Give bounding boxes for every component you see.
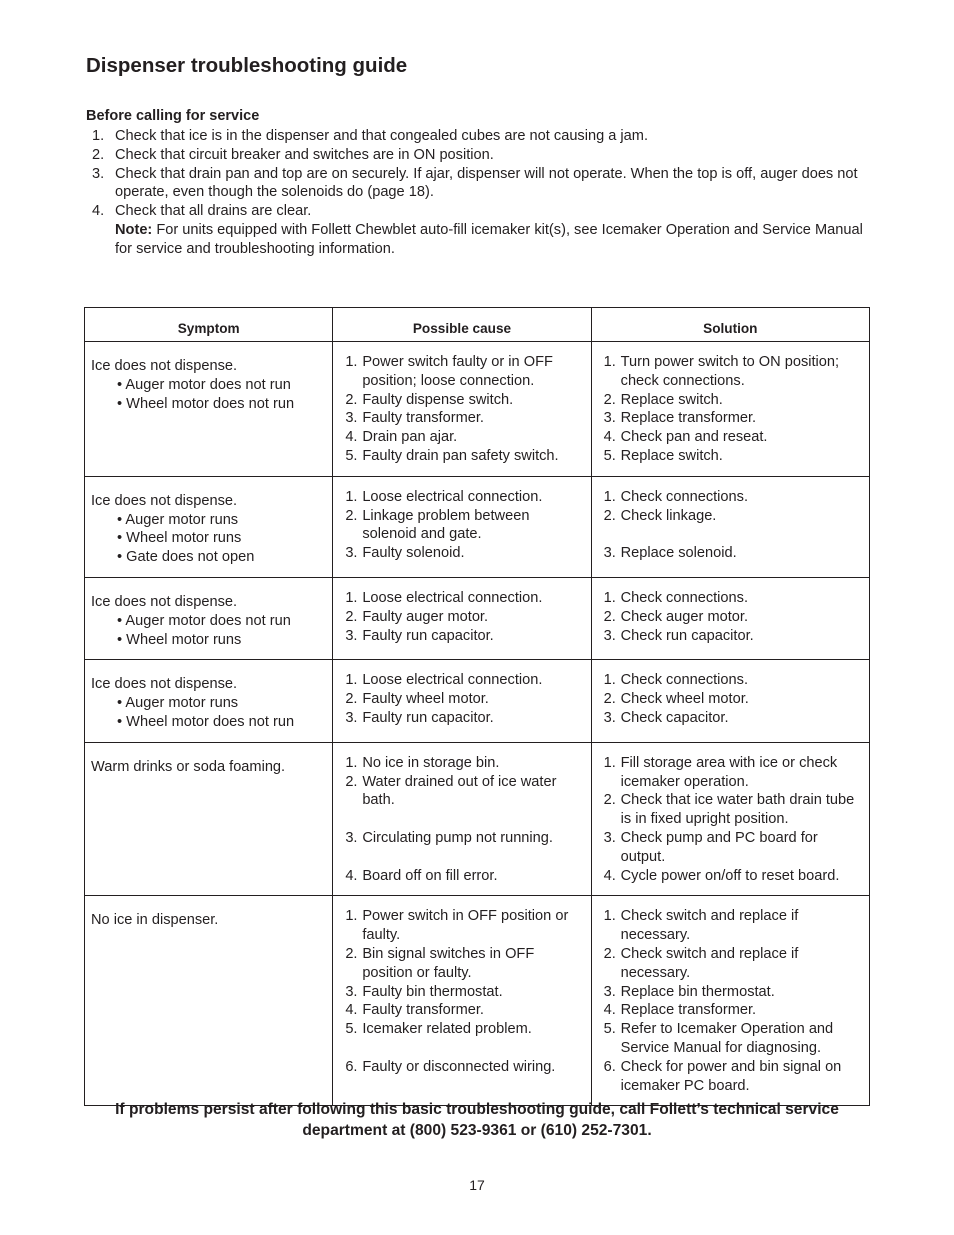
solution-text: Check auger motor. [620,608,748,625]
cause-number: 3. [345,983,358,1000]
cause-number: 1. [345,754,358,771]
cause-text: Linkage problem between solenoid and gate. [362,507,530,543]
cause-text: Icemaker related problem. [362,1021,532,1038]
page-title: Dispenser troubleshooting guide [86,54,408,77]
step-text-content: Check that all drains are clear. [115,203,312,220]
cause-text: Board off on fill error. [362,867,498,884]
solution-cell [591,342,869,477]
solution-cell [591,742,869,896]
solution-header: Solution [591,308,869,342]
cause-spacer [345,810,584,829]
cause-text: Faulty transformer. [362,410,484,427]
solution-item [604,589,863,608]
step-number: 3. [92,165,105,182]
symptom-bullet: • Auger motor does not run [91,376,326,395]
solution-number: 3. [603,983,616,1000]
cause-text: Faulty transformer. [362,1002,484,1019]
solution-item [604,829,863,867]
cause-number: 2. [345,507,358,524]
cause-text: Faulty drain pan safety switch. [362,447,559,464]
cause-number: 3. [345,627,358,644]
step-number: 2. [92,146,105,163]
cause-number: 2. [345,773,358,790]
cause-item [345,507,584,545]
table-row [85,896,870,1106]
symptom-cell [85,577,333,659]
solution-number: 1. [603,488,616,505]
cause-text: Bin signal switches in OFF position or faulty. [362,945,535,981]
symptom-cell [85,660,333,742]
cause-text: Faulty bin thermostat. [362,983,503,1000]
solution-number: 6. [603,1058,616,1075]
solution-number: 2. [603,391,616,408]
table-header-row [85,308,870,342]
cause-number: 5. [345,1021,358,1038]
step-item [92,146,872,165]
cause-number: 3. [345,545,358,562]
cause-spacer [345,848,584,867]
cause-number: 2. [345,691,358,708]
cause-number: 6. [345,1058,358,1075]
solution-text: Check pan and reseat. [620,429,768,446]
solution-text: Check linkage. [620,507,717,524]
cause-text: Loose electrical connection. [362,672,543,689]
solution-text: Check switch and replace if necessary. [620,945,799,981]
solution-text: Check run capacitor. [620,627,754,644]
solution-number: 1. [603,354,616,370]
cause-text: Power switch in OFF position or faulty. [362,908,569,944]
cause-text: Drain pan ajar. [362,429,458,446]
before-service-heading: Before calling for service [86,108,260,124]
cause-item [345,428,584,447]
solution-text: Check wheel motor. [620,691,749,708]
solution-number: 2. [603,507,616,524]
symptom-cell [85,476,333,577]
solution-item [604,447,863,466]
solution-item [604,428,863,447]
step-text-content: Check that ice is in the dispenser and that congealed cubes are not causing a jam. [115,128,648,144]
table-row [85,342,870,477]
cause-number: 1. [345,589,358,606]
solution-item [604,608,863,627]
cause-item [345,671,584,690]
solution-text: Check connections. [620,488,749,505]
solution-item [604,409,863,428]
solution-number: 5. [603,447,616,464]
solution-text: Replace switch. [620,447,723,464]
step-number: 1. [92,128,105,144]
cause-text: Water drained out of ice water bath. [362,773,557,809]
step-text [115,146,872,165]
note-label: Note: [115,221,153,238]
solution-number: 3. [603,627,616,644]
solution-cell [591,577,869,659]
solution-item [604,945,863,983]
solution-number: 2. [603,945,616,962]
cause-text: Faulty dispense switch. [362,391,514,408]
cause-item [345,1020,584,1039]
solution-item [604,488,863,507]
symptom-text: Ice does not dispense. [91,593,238,610]
symptom-text: Ice does not dispense. [91,676,238,693]
cause-cell [333,896,591,1106]
cause-text: Faulty wheel motor. [362,691,489,708]
symptom-cell [85,896,333,1106]
solution-number: 2. [603,792,616,809]
cause-item [345,1058,584,1077]
solution-number: 3. [603,410,616,427]
troubleshooting-table [84,307,870,1106]
cause-item [345,1001,584,1020]
cause-text: Faulty run capacitor. [362,627,494,644]
step-number: 4. [92,203,105,220]
cause-item [345,773,584,811]
table-row [85,577,870,659]
cause-item [345,867,584,886]
cause-cell [333,342,591,477]
cause-cell [333,476,591,577]
symptom-cell [85,342,333,477]
solution-text: Check connections. [620,672,749,689]
solution-item [604,544,863,563]
step-item [92,202,872,258]
solution-item [604,671,863,690]
cause-item [345,709,584,728]
symptom-bullet: • Gate does not open [91,548,326,567]
cause-item [345,488,584,507]
table-row [85,742,870,896]
symptom-bullet: • Wheel motor does not run [91,395,326,414]
solution-number: 3. [603,829,616,846]
symptom-bullet: • Auger motor does not run [91,612,326,631]
solution-text: Check capacitor. [620,709,729,726]
solution-number: 5. [603,1021,616,1038]
solution-number: 2. [603,608,616,625]
solution-item [604,353,863,391]
symptom-text: Ice does not dispense. [91,358,238,374]
solution-item [604,791,863,829]
symptom-text: Warm drinks or soda foaming. [91,758,286,775]
solution-number: 3. [603,545,616,562]
cause-number: 4. [345,1002,358,1019]
cause-cell [333,742,591,896]
solution-number: 1. [603,908,616,925]
solution-text: Replace transformer. [620,410,757,427]
solution-text: Check switch and replace if necessary. [620,908,799,944]
solution-item [604,1058,863,1096]
note-text: For units equipped with Follett Chewblet auto-fill icemaker kit(s), see Icemaker Operation and Service Manual for service and troubleshooting information. [115,221,863,257]
symptom-text: No ice in dispenser. [91,912,219,929]
solution-text: Check pump and PC board for output. [620,829,818,865]
cause-number: 2. [345,608,358,625]
symptom-text: Ice does not dispense. [91,492,238,509]
solution-text: Replace switch. [620,391,723,408]
solution-item [604,507,863,526]
solution-text: Replace transformer. [620,1002,757,1019]
solution-item [604,690,863,709]
cause-item [345,409,584,428]
cause-number: 3. [345,410,358,427]
cause-number: 1. [345,908,358,925]
symptom-bullet: • Wheel motor runs [91,631,326,650]
cause-item [345,754,584,773]
solution-text: Replace solenoid. [620,545,737,562]
step-item [92,127,872,146]
cause-item [345,907,584,945]
solution-number: 3. [603,709,616,726]
cause-item [345,589,584,608]
step-text [115,127,872,146]
cause-item [345,544,584,563]
symptom-cell [85,742,333,896]
cause-number: 4. [345,429,358,446]
solution-number: 1. [603,589,616,606]
solution-cell [591,660,869,742]
cause-item [345,983,584,1002]
cause-text: Loose electrical connection. [362,488,543,505]
step-text [115,202,872,258]
cause-text: Circulating pump not running. [362,829,553,846]
solution-text: Cycle power on/off to reset board. [620,867,840,884]
cause-item [345,945,584,983]
solution-item [604,907,863,945]
step-item [92,165,872,203]
cause-item [345,608,584,627]
solution-item [604,627,863,646]
solution-text: Check for power and bin signal on icemaker PC board. [620,1058,842,1094]
cause-item [345,391,584,410]
solution-item [604,867,863,886]
cause-text: Loose electrical connection. [362,589,543,606]
cause-cell [333,577,591,659]
cause-number: 1. [345,354,358,370]
table-row [85,660,870,742]
cause-item [345,447,584,466]
table-body [85,342,870,1106]
solution-number: 2. [603,691,616,708]
cause-text: Faulty or disconnected wiring. [362,1058,556,1075]
step-text [115,165,872,203]
solution-text: Refer to Icemaker Operation and Service Manual for diagnosing. [620,1021,834,1056]
step-text-content: Check that drain pan and top are on securely. If ajar, dispenser will not operate. When the top is off, auger does not operate, even though the solenoids do (page 18). [115,165,858,201]
solution-item [604,391,863,410]
solution-cell [591,896,869,1106]
symptom-bullet: • Auger motor runs [91,694,326,713]
cause-number: 1. [345,672,358,689]
solution-cell [591,476,869,577]
symptom-bullet: • Wheel motor runs [91,529,326,548]
solution-text: Turn power switch to ON position; check connections. [620,354,840,389]
step-note [115,221,872,259]
cause-number: 2. [345,391,358,408]
solution-spacer [604,525,863,544]
solution-item [604,983,863,1002]
solution-item [604,709,863,728]
solution-number: 1. [603,672,616,689]
footer-note: If problems persist after following this basic troubleshooting guide, call Follett’s technical service department at (800) 523-9361 or (610) 252-7301. [115,1101,839,1139]
solution-number: 4. [603,429,616,446]
cause-text: Faulty auger motor. [362,608,489,625]
cause-number: 3. [345,709,358,726]
cause-text: No ice in storage bin. [362,754,500,771]
solution-text: Check that ice water bath drain tube is in fixed upright position. [620,792,855,828]
solution-text: Check connections. [620,589,749,606]
page-number: 17 [469,1177,485,1193]
solution-number: 4. [603,867,616,884]
solution-item [604,754,863,792]
symptom-bullet: • Wheel motor does not run [91,713,326,732]
solution-number: 1. [603,754,616,771]
symptom-header: Symptom [85,308,333,342]
cause-item [345,627,584,646]
cause-cell [333,660,591,742]
cause-number: 4. [345,867,358,884]
symptom-bullet: • Auger motor runs [91,511,326,530]
solution-text: Replace bin thermostat. [620,983,775,1000]
solution-item [604,1001,863,1020]
cause-item [345,353,584,391]
cause-item [345,829,584,848]
table-row [85,476,870,577]
cause-number: 5. [345,447,358,464]
cause-number: 3. [345,829,358,846]
cause-item [345,690,584,709]
cause-text: Faulty run capacitor. [362,709,494,726]
solution-item [604,1020,863,1058]
step-text-content: Check that circuit breaker and switches are in ON position. [115,146,494,163]
cause-text: Faulty solenoid. [362,545,465,562]
cause-text: Power switch faulty or in OFF position; loose connection. [362,354,553,389]
solution-text: Fill storage area with ice or check icemaker operation. [620,754,838,790]
solution-number: 4. [603,1002,616,1019]
cause-number: 2. [345,945,358,962]
cause-spacer [345,1039,584,1058]
cause-number: 1. [345,488,358,505]
possible-cause-header: Possible cause [333,308,591,342]
before-service-steps [92,127,872,259]
